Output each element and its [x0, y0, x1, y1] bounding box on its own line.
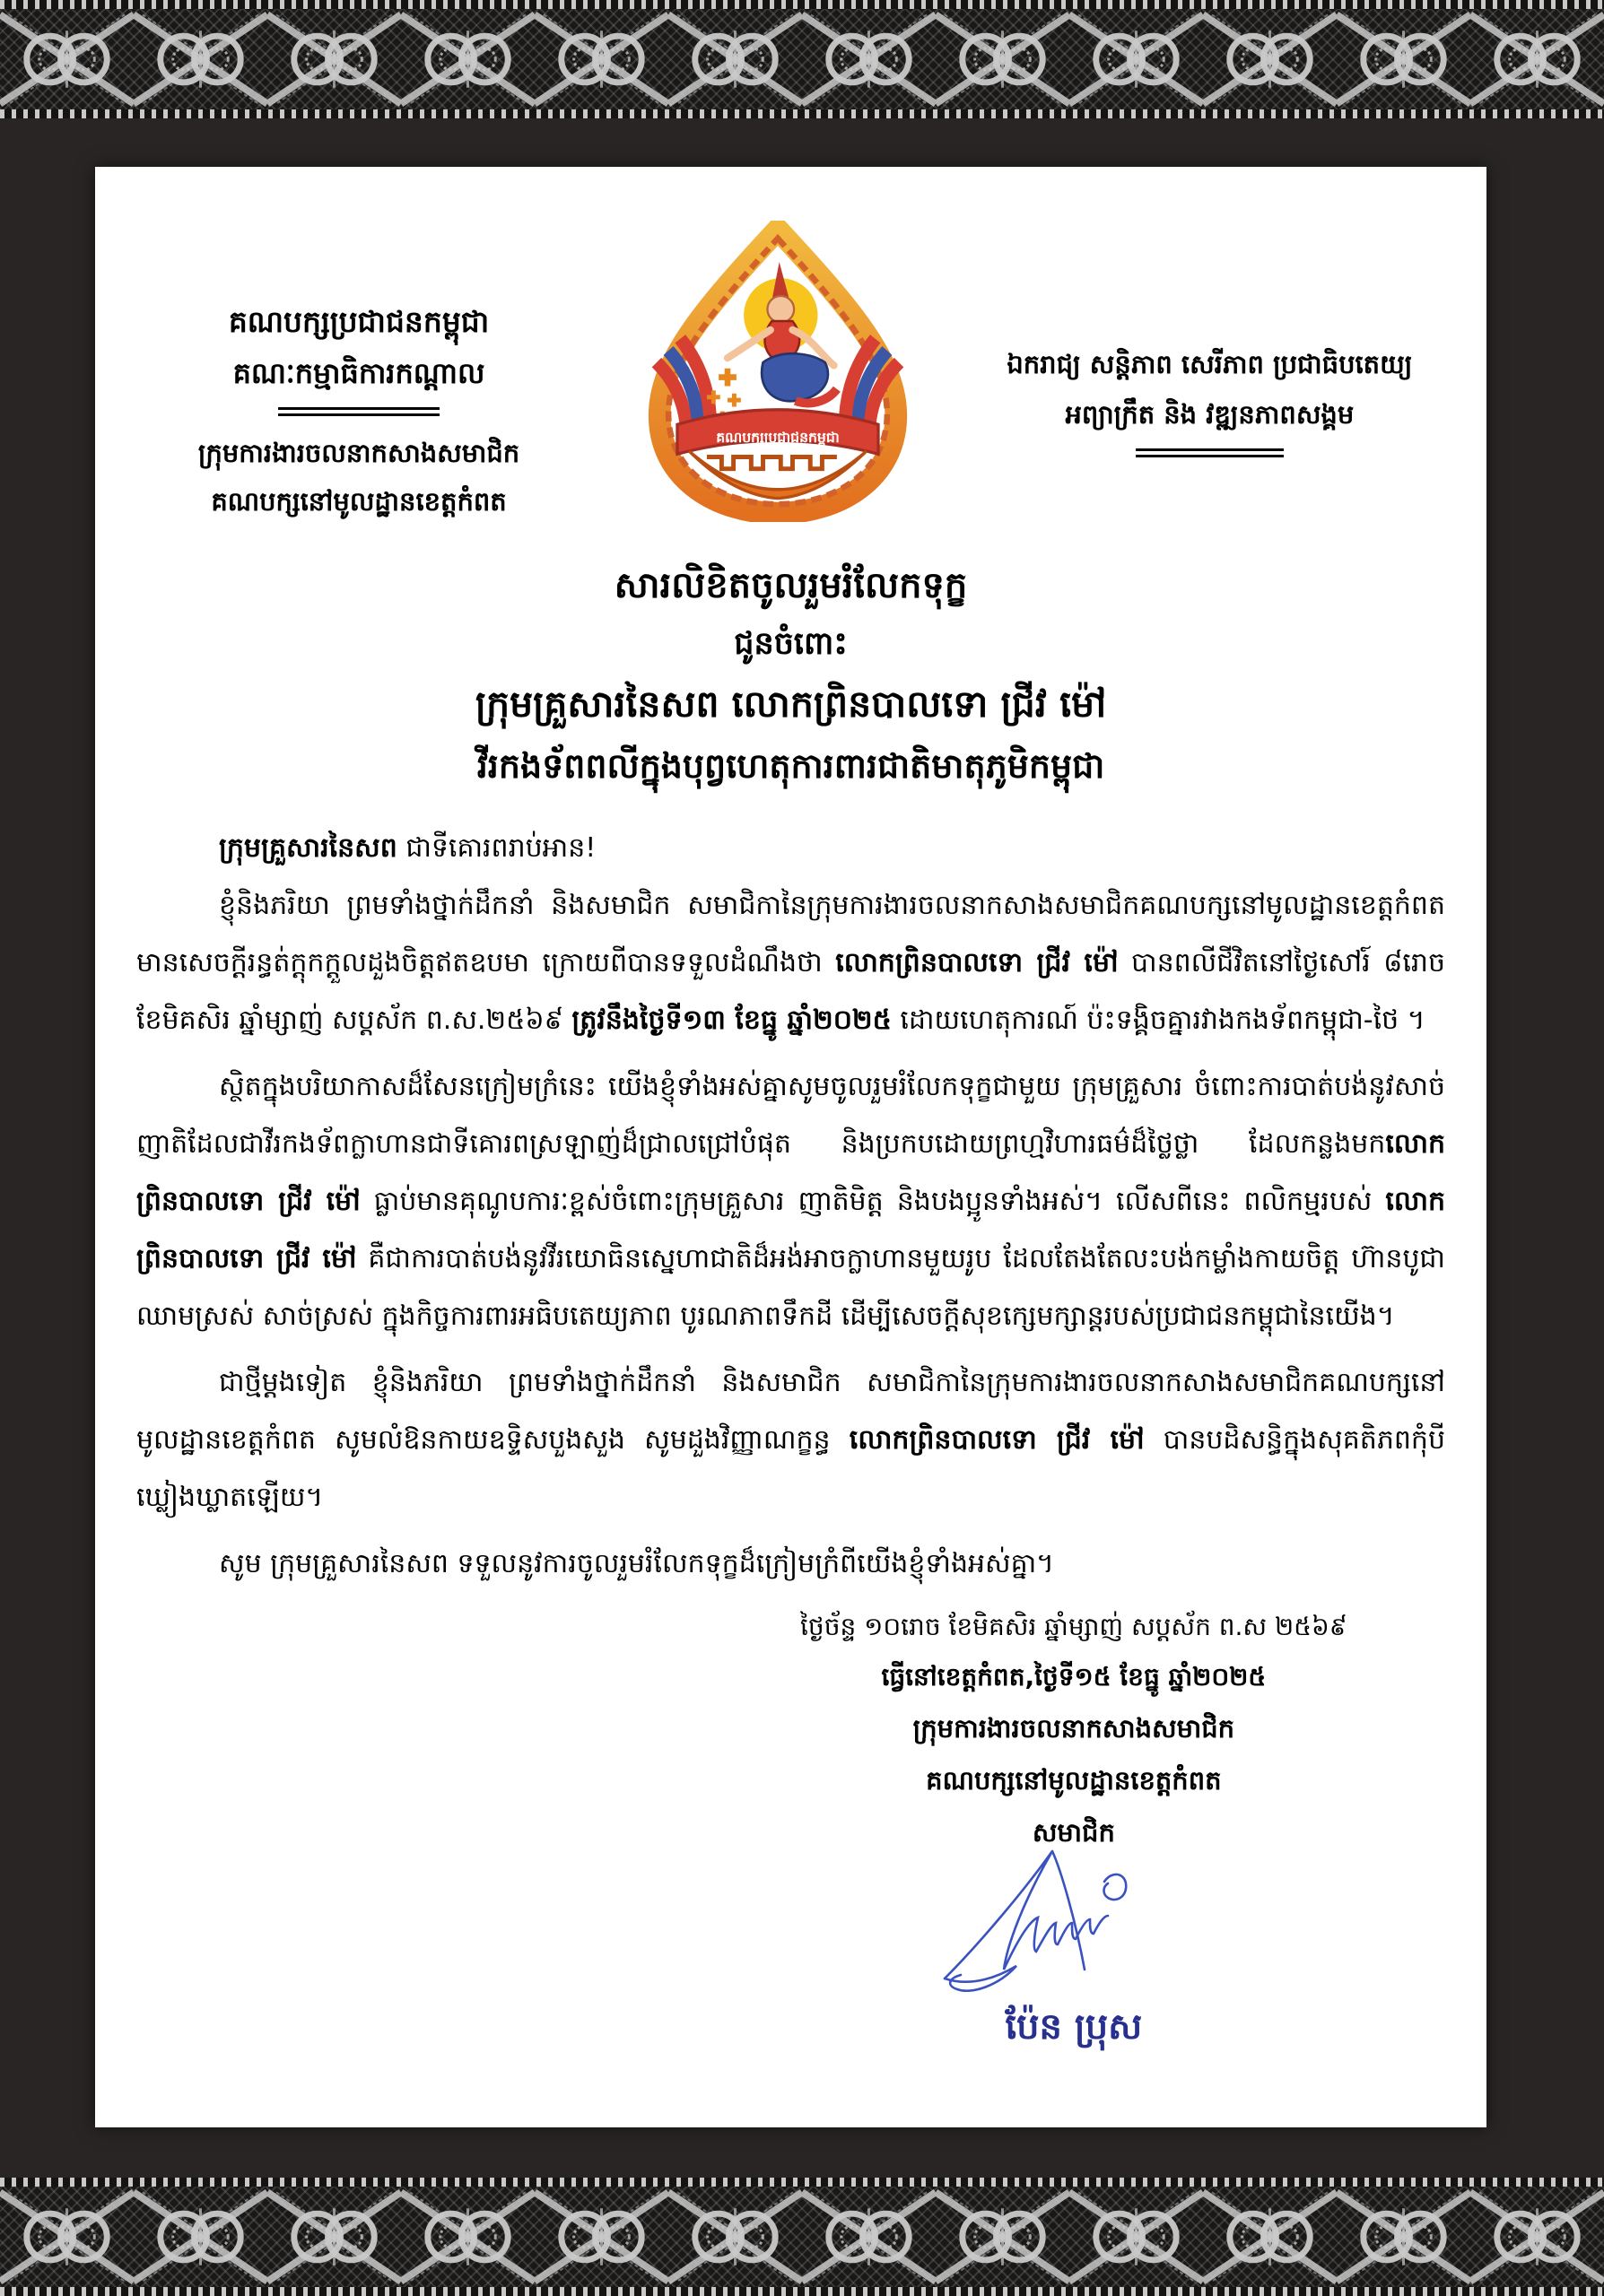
paragraph-2: ស្ថិតក្នុងបរិយាកាសដ៏សែនក្រៀមក្រំនេះ យើងខ្ញុំទាំងអស់គ្នាសូមចូលរួមរំលែកទុក្ខជាមួយ ក្រុមគ្រួសារ ចំពោះការបាត់បង់នូវសាច់ញាតិដែលជាវីរកងទ័ពក្លាហានជាទីគោរពស្រឡាញ់ដ៏ជ្រាលជ្រៅបំផុត និងប្រកបដោយព្រហ្មវិហារធម៌ដ៏ថ្លៃថ្លា ដែលកន្លងមកលោកព្រិនបាលទោ ជ្រីវ ម៉ៅ ធ្លាប់មានគុណូបការៈខ្ពស់ចំពោះក្រុមគ្រួសារ ញាតិមិត្ត និងបងប្អូនទាំងអស់។ លើសពីនេះ ពលិកម្មរបស់ លោកព្រិនបាលទោ ជ្រីវ ម៉ៅ គឺជាការបាត់បង់នូវវីរយោធិនស្នេហាជាតិដ៏អង់អាចក្លាហានមួយរូប ដែលតែងតែលះបង់កម្លាំងកាយចិត្ត ហ៊ានបូជាឈាមស្រស់ សាច់ស្រស់ ក្នុងកិច្ចការពារអធិបតេយ្យភាព បូរណភាពទឹកដី ដើម្បីសេចក្តីសុខក្សេមក្សាន្តរបស់ប្រជាជនកម្ពុជានៃយើង។ — [136, 1071, 1445, 1332]
signature-area — [760, 1858, 1388, 2009]
working-group-line2: គណបក្សនៅមូលដ្ឋានខេត្តកំពត — [211, 486, 507, 517]
central-committee: គណៈកម្មាធិការកណ្តាល — [232, 356, 485, 390]
letter-page — [95, 167, 1486, 2127]
working-group-line1: ក្រុមការងារចលនាកសាងសមាជិក — [197, 438, 520, 468]
signer-name: ប៉ែន ប្រុស — [1005, 2006, 1143, 2048]
ornament-dot-row — [0, 0, 1604, 9]
cpp-logo — [630, 221, 926, 522]
lunar-date-line: ថ្ងៃច័ន្ទ ១០រោច ខែមិគសិរ ឆ្នាំម្សាញ់ សប្តស័ក ព.ស ២៥៦៩ — [800, 1612, 1347, 1641]
ornament-dot-row — [0, 2287, 1604, 2296]
closing-block — [760, 1602, 1388, 2057]
signature-image — [918, 1835, 1187, 2023]
salutation: ក្រុមគ្រួសារនៃសព ជាទីគោរពរាប់អាន! — [219, 832, 597, 864]
party-name: គណបក្សប្រជាជនកម្ពុជា — [228, 304, 490, 339]
org-line1: ក្រុមការងារចលនាកសាងសមាជិក — [912, 1713, 1235, 1744]
letter-title: សារលិខិតចូលរួមរំលែកទុក្ខ — [614, 565, 968, 606]
title-honor-line: វីរកងទ័ពពលីក្នុងបុព្វហេតុការពារជាតិមាតុភូមិកម្ពុជា — [476, 746, 1105, 786]
paragraph-1: ខ្ញុំនិងភរិយា ព្រមទាំងថ្នាក់ដឹកនាំ និងសមាជិក សមាជិកានៃក្រុមការងារចលនាកសាងសមាជិកគណបក្សនៅមូលដ្ឋានខេត្តកំពត មានសេចក្តីរន្ធត់ក្តុកក្តួលដួងចិត្តឥតឧបមា ក្រោយពីបានទទួលដំណឹងថា លោកព្រិនបាលទោ ជ្រីវ ម៉ៅ បានពលីជីវិតនៅថ្ងៃសៅរ៍ ៨រោច ខែមិគសិរ ឆ្នាំម្សាញ់ សប្តស័ក ព.ស.២៥៦៩ ត្រូវនឹងថ្ងៃទី១៣ ខែធ្នូ ឆ្នាំ២០២៥ ដោយហេតុការណ៍ ប៉ះទង្គិចគ្នារវាងកងទ័ពកម្ពុជា-ថៃ ។ — [136, 890, 1445, 1036]
double-rule — [1136, 448, 1284, 457]
motto-line2: អព្យាក្រឹត និង វឌ្ឍនភាពសង្គម — [1065, 399, 1355, 430]
letter-header — [136, 213, 1445, 526]
ornament-dot-row — [0, 2178, 1604, 2187]
header-logo-column — [581, 213, 974, 526]
signer-role: សមាជិក — [1032, 1817, 1115, 1848]
letter-body — [136, 820, 1445, 1593]
title-addressed-to: ជូនចំពោះ — [734, 626, 848, 662]
org-line2: គណបក្សនៅមូលដ្ឋានខេត្តកំពត — [926, 1765, 1222, 1796]
logo-banner-text: គណបក្សប្រជាជនកម្ពុជា — [716, 429, 840, 447]
ornament-motif-row — [0, 9, 1604, 109]
motto-line1: ឯករាជ្យ សន្តិភាព សេរីភាព ប្រជាធិបតេយ្យ — [1007, 349, 1413, 379]
double-rule — [278, 407, 440, 416]
paragraph-4: សូម ក្រុមគ្រួសារនៃសព ទទួលនូវការចូលរួមរំលែកទុក្ខដ៏ក្រៀមក្រំពីយើងខ្ញុំទាំងអស់គ្នា។ — [219, 1548, 1054, 1579]
header-right-block — [974, 213, 1445, 526]
place-date-line: ធ្វើនៅខេត្តកំពត,ថ្ងៃទី១៥ ខែធ្នូ ឆ្នាំ២០២៥ — [881, 1662, 1267, 1692]
ornament-motif-row — [0, 2187, 1604, 2287]
ornament-dot-row — [0, 109, 1604, 118]
header-left-block — [136, 213, 581, 526]
paragraph-3: ជាថ្មីម្តងទៀត ខ្ញុំនិងភរិយា ព្រមទាំងថ្នាក់ដឹកនាំ និងសមាជិក សមាជិកានៃក្រុមការងារចលនាកសាងសមាជិកគណបក្សនៅមូលដ្ឋានខេត្តកំពត សូមលំឱនកាយឧទ្ទិសបួងសួង សូមដួងវិញ្ញាណក្ខន្ធ លោកព្រិនបាលទោ ជ្រីវ ម៉ៅ បានបដិសន្ធិក្នុងសុគតិភពកុំបីឃ្លៀងឃ្លាតឡើយ។ — [136, 1367, 1445, 1513]
ornamental-border-bottom — [0, 2178, 1604, 2296]
letter-title-block — [136, 556, 1445, 796]
title-recipient: ក្រុមគ្រួសារនៃសព លោកព្រិនបាលទោ ជ្រីវ ម៉ៅ — [475, 683, 1107, 726]
ornamental-border-top — [0, 0, 1604, 118]
